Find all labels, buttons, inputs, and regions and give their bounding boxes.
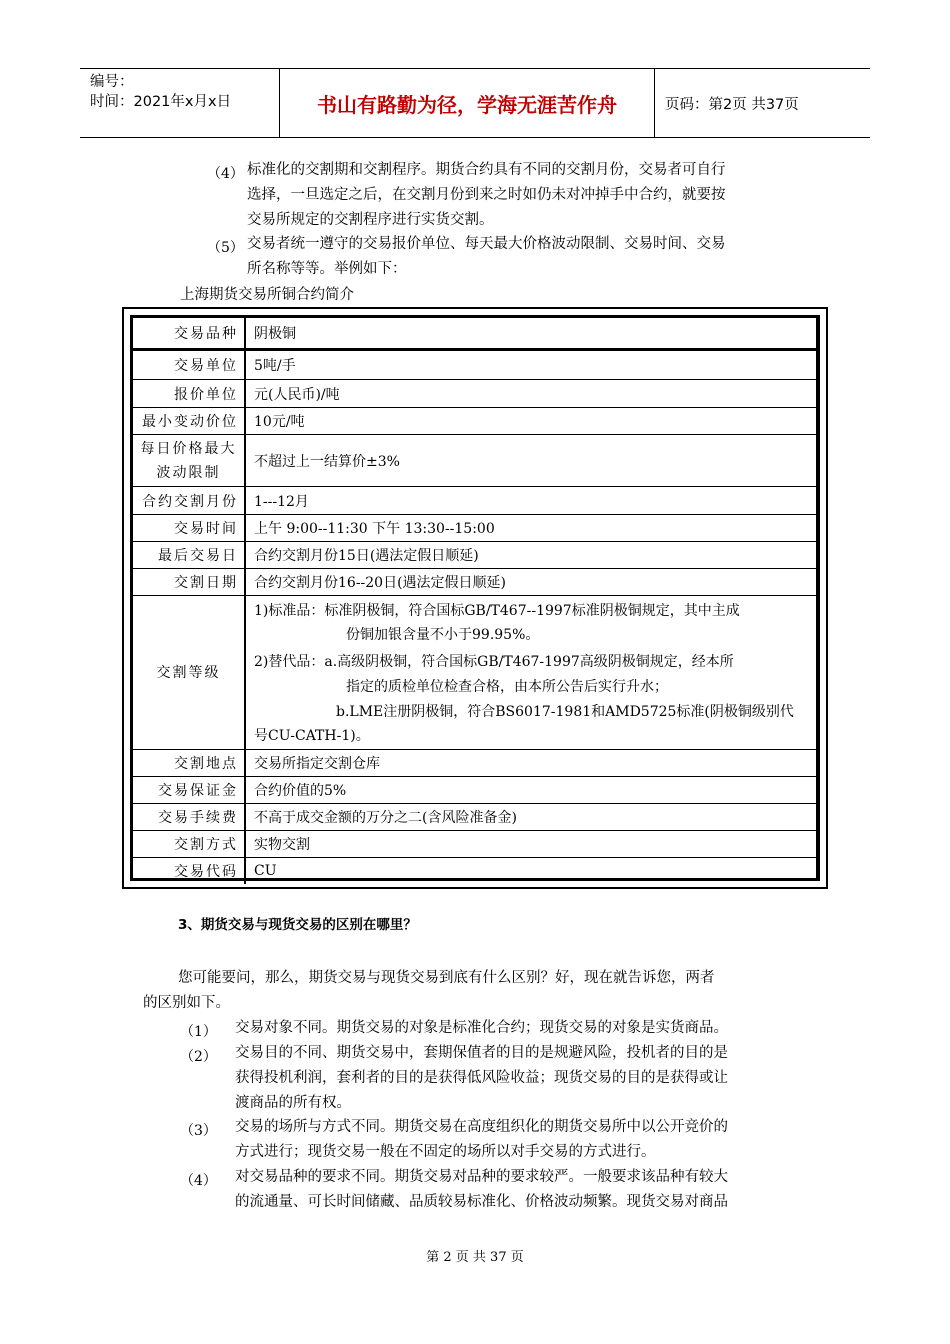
section-item-line: 交易的场所与方式不同。期货交易在高度组织化的期货交易所中以公开竞价的 — [235, 1119, 728, 1135]
header-page-info: 页码：第2页 共37页 — [665, 96, 799, 113]
table-row — [133, 804, 816, 831]
row-value: 交易所指定交割仓库 — [254, 756, 380, 772]
intro-item-line: 交易所规定的交割程序进行实货交割。 — [247, 212, 494, 228]
grade-line: 份铜加银含量不小于99.95%。 — [346, 627, 540, 643]
row-value: 10元/吨 — [254, 414, 305, 430]
section-item-line: 交易目的不同、期货交易中，套期保值者的目的是规避风险，投机者的目的是 — [235, 1045, 728, 1061]
section-item-num: （3） — [180, 1123, 217, 1139]
table-row — [133, 831, 816, 858]
section-intro-line: 您可能要问，那么，期货交易与现货交易到底有什么区别？好，现在就告诉您，两者 — [178, 970, 715, 986]
table-row — [133, 351, 816, 380]
table-row — [133, 858, 816, 884]
section-item-line: 对交易品种的要求不同。期货交易对品种的要求较严。一般要求该品种有较大 — [235, 1169, 728, 1185]
table-row — [133, 515, 816, 542]
table-row — [133, 408, 816, 435]
section-heading: 3、期货交易与现货交易的区别在哪里？ — [178, 917, 417, 933]
table-row — [133, 542, 816, 569]
row-value: 实物交割 — [254, 837, 310, 853]
intro-item-num: （4） — [207, 166, 244, 182]
row-value: 合约交割月份16--20日(遇法定假日顺延) — [254, 575, 507, 591]
grade-line: 2)替代品：a.高级阴极铜，符合国标GB/T467-1997高级阴极铜规定，经本所 — [254, 654, 734, 670]
row-label: 交易单位 — [133, 351, 246, 379]
intro-item-line: 交易者统一遵守的交易报价单位、每天最大价格波动限制、交易时间、交易 — [247, 236, 726, 252]
row-label — [133, 435, 246, 486]
intro-item-num: （5） — [207, 240, 244, 256]
row-label-line: 波动限制 — [156, 464, 221, 481]
page-header — [80, 68, 870, 138]
table-row — [133, 750, 816, 777]
page-footer: 第 2 页 共 37 页 — [426, 1250, 524, 1265]
section-intro-line: 的区别如下。 — [143, 995, 230, 1011]
row-label: 交割等级 — [133, 596, 246, 749]
number-label: 编号： — [90, 74, 134, 90]
section-item-line: 获得投机利润，套利者的目的是获得低风险收益；现货交易的目的是获得或让 — [235, 1070, 728, 1086]
header-left — [80, 69, 280, 137]
table-row — [133, 596, 816, 750]
grade-line: b.LME注册阴极铜，符合BS6017-1981和AMD5725标准(阴极铜级别代 — [336, 704, 794, 720]
row-label-line: 每日价格最大 — [140, 440, 237, 457]
table-row — [133, 380, 816, 408]
section-item-num: （4） — [180, 1173, 217, 1189]
contract-table-inner — [130, 315, 820, 881]
row-value — [246, 596, 816, 749]
row-label: 交割日期 — [133, 569, 246, 595]
section-item-num: （2） — [180, 1049, 217, 1065]
section-item-line: 交易对象不同。期货交易的对象是标准化合约；现货交易的对象是实货商品。 — [235, 1020, 728, 1036]
row-value: 合约价值的5% — [254, 783, 347, 799]
row-label: 交易手续费 — [133, 804, 246, 830]
table-row — [133, 318, 816, 351]
header-motto: 书山有路勤为径，学海无涯苦作舟 — [280, 69, 655, 137]
table-row — [133, 569, 816, 596]
row-value: 不高于成交金额的万分之二(含风险准备金) — [254, 810, 517, 826]
grade-line: 指定的质检单位检查合格，由本所公告后实行升水； — [346, 679, 668, 695]
table-caption: 上海期货交易所铜合约简介 — [180, 287, 354, 303]
table-row — [133, 487, 816, 515]
row-value: 1---12月 — [254, 493, 309, 510]
section-item-line: 的流通量、可长时间储藏、品质较易标准化、价格波动频繁。现货交易对商品 — [235, 1194, 728, 1210]
row-label: 最小变动价位 — [133, 408, 246, 434]
row-label: 交割地点 — [133, 750, 246, 776]
intro-item-line: 选择，一旦选定之后，在交割月份到来之时如仍未对冲掉手中合约，就要按 — [247, 187, 726, 203]
contract-table — [122, 307, 828, 889]
section-item-line: 方式进行；现货交易一般在不固定的场所以对手交易的方式进行。 — [235, 1144, 656, 1160]
row-value: 阴极铜 — [254, 326, 296, 342]
row-label: 报价单位 — [133, 380, 246, 407]
table-row — [133, 435, 816, 487]
table-row — [133, 777, 816, 804]
row-label: 最后交易日 — [133, 542, 246, 568]
row-label: 合约交割月份 — [133, 487, 246, 514]
row-label: 交易代码 — [133, 858, 246, 884]
row-label: 交易保证金 — [133, 777, 246, 803]
intro-item-line: 标准化的交割期和交割程序。期货合约具有不同的交割月份，交易者可自行 — [247, 162, 726, 178]
row-value: 上午 9:00--11:30 下午 13:30--15:00 — [254, 521, 495, 537]
row-value: 5吨/手 — [254, 358, 296, 374]
grade-line: 号CU-CATH-1)。 — [254, 728, 370, 744]
row-label: 交易品种 — [133, 318, 246, 348]
grade-line: 1)标准品：标准阴极铜，符合国标GB/T467--1997标准阴极铜规定，其中主成 — [254, 603, 740, 619]
time-label: 时间：2021年x月x日 — [90, 94, 232, 110]
row-label: 交易时间 — [133, 515, 246, 541]
row-value: 元(人民币)/吨 — [254, 386, 340, 403]
row-value: 合约交割月份15日(遇法定假日顺延) — [254, 548, 479, 564]
intro-item-line: 所名称等等。举例如下： — [247, 261, 407, 277]
row-label: 交割方式 — [133, 831, 246, 857]
section-item-num: （1） — [180, 1024, 217, 1040]
row-value: CU — [254, 863, 277, 879]
row-value: 不超过上一结算价±3% — [254, 453, 400, 470]
section-item-line: 渡商品的所有权。 — [235, 1095, 351, 1111]
